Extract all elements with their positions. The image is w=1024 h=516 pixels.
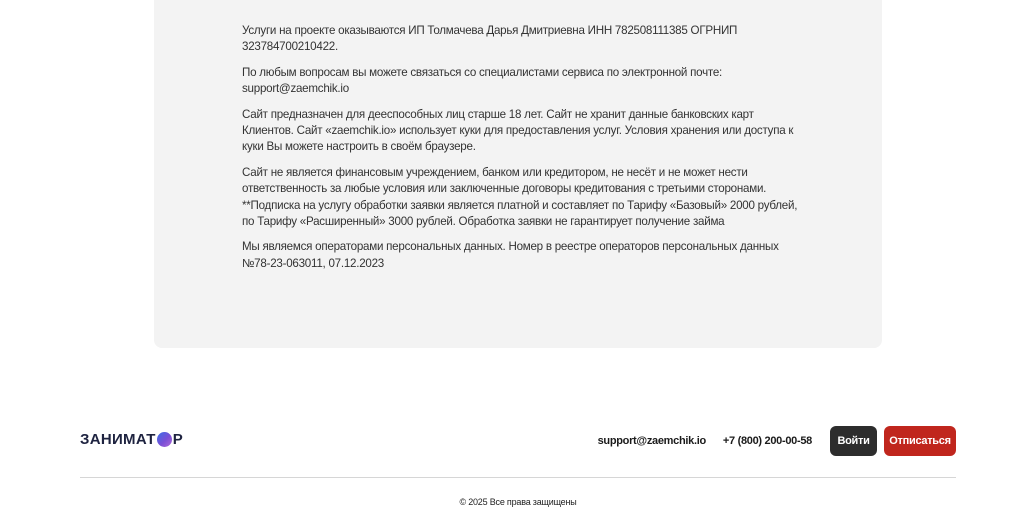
legal-paragraph-disclaimer: Сайт не является финансовым учреждением, банком или кредитором, не несёт и не может нести ответственность за любые условия или заключенные договоры кредитования с третьими сторонами. **Подписка на услугу обработки заявки является платной и составляет по Тарифу «Базовый» 2000 рублей, по Тарифу «Расширенный» 3000 рублей. Обработка заявки не гарантирует получение займа xyxy=(242,165,798,229)
legal-paragraph-personal-data: Мы являемся операторами персональных данных. Номер в реестре операторов персональных данных №78-23-063011, 07.12.2023 xyxy=(242,240,779,270)
footer-logo[interactable] xyxy=(80,430,183,448)
legal-paragraph-contact: По любым вопросам вы можете связаться со специалистами сервиса по электронной почте: support@zaemchik.io xyxy=(242,65,722,96)
login-button[interactable]: Войти xyxy=(830,426,877,456)
legal-paragraph-provider: Услуги на проекте оказываются ИП Толмачева Дарья Дмитриевна ИНН 782508111385 ОГРНИП 323784700210422. xyxy=(242,24,738,54)
legal-info-text xyxy=(242,23,802,272)
footer-contacts xyxy=(598,426,956,456)
footer-phone-link[interactable]: +7 (800) 200-00-58 xyxy=(722,435,812,447)
copyright-text: © 2025 Все права защищены xyxy=(459,497,577,507)
legal-paragraph-age-cookies: Сайт предназначен для дееспособных лиц старше 18 лет. Сайт не хранит данные банковских карт Клиентов. Сайт «zaemchik.io» использует куки для предоставления услуг. Условия хранения или доступа к куки Вы можете настроить в своём браузере. xyxy=(242,107,794,154)
logo-text-start: ЗАНИМАТ xyxy=(80,430,156,448)
unsubscribe-button[interactable]: Отписаться xyxy=(884,426,956,456)
logo-circle-icon xyxy=(157,432,172,447)
footer-divider xyxy=(80,477,956,478)
logo-text-end: Р xyxy=(172,430,183,448)
footer-email-link[interactable]: support@zaemchik.io xyxy=(597,435,706,447)
